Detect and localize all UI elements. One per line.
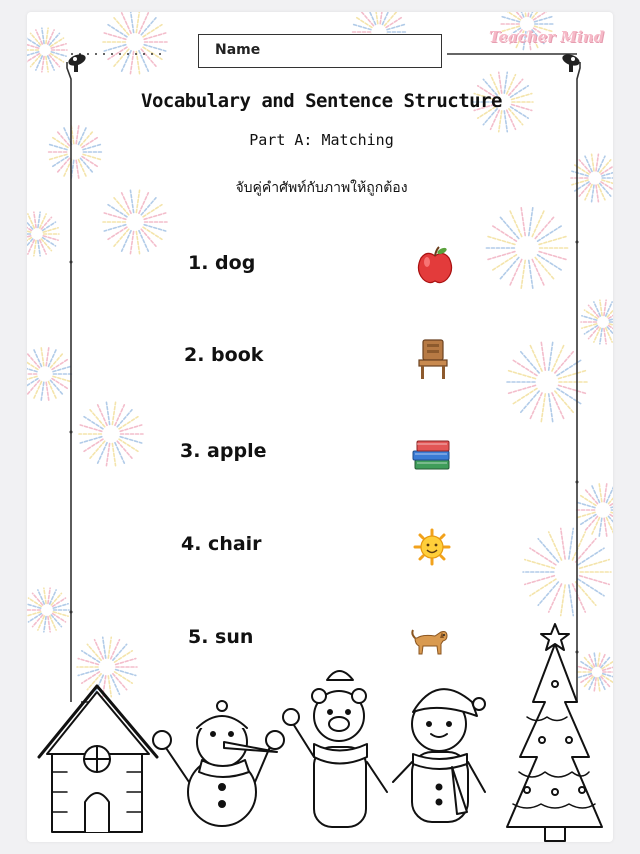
books-icon — [411, 434, 453, 472]
gingerbread-man-icon — [393, 689, 485, 822]
worksheet-page — [27, 12, 613, 842]
apple-icon — [415, 246, 455, 286]
corner-ornament-left — [67, 52, 87, 72]
firework-burst — [27, 28, 67, 72]
firework-burst — [507, 342, 587, 421]
firework-burst — [577, 652, 613, 692]
vocab-word-1: 1. dog — [188, 252, 256, 274]
firework-burst — [79, 402, 143, 465]
firework-burst — [575, 482, 613, 537]
firework-burst — [27, 346, 73, 401]
worksheet-title: Vocabulary and Sentence Structure — [141, 90, 502, 112]
brand-watermark: Teacher Mind — [489, 28, 605, 46]
firework-burst — [77, 637, 137, 696]
dog-icon — [409, 624, 451, 658]
firework-burst — [103, 190, 167, 253]
firework-burst — [485, 206, 569, 289]
vocab-word-3: 3. apple — [180, 440, 267, 462]
chair-icon — [415, 338, 451, 380]
firework-burst — [27, 588, 69, 632]
firework-burst — [581, 300, 613, 344]
firework-burst — [27, 212, 59, 256]
gingerbread-house-icon — [39, 686, 157, 832]
corner-ornament-right — [561, 52, 581, 72]
instruction-text: จับคู่คำศัพท์กับภาพให้ถูกต้อง — [235, 180, 408, 196]
name-field[interactable] — [198, 34, 442, 68]
part-heading: Part A: Matching — [249, 131, 394, 149]
vocab-word-4: 4. chair — [181, 533, 262, 555]
vocab-word-5: 5. sun — [188, 626, 254, 648]
frame-border — [67, 54, 580, 702]
name-label: Name — [215, 42, 261, 58]
teddy-bear-icon — [283, 671, 387, 827]
firework-burst — [523, 528, 611, 615]
vocab-word-2: 2. book — [184, 344, 264, 366]
sun-icon — [413, 528, 451, 566]
snowman-icon — [153, 701, 284, 826]
firework-burst — [103, 12, 167, 74]
christmas-tree-icon — [507, 624, 602, 841]
